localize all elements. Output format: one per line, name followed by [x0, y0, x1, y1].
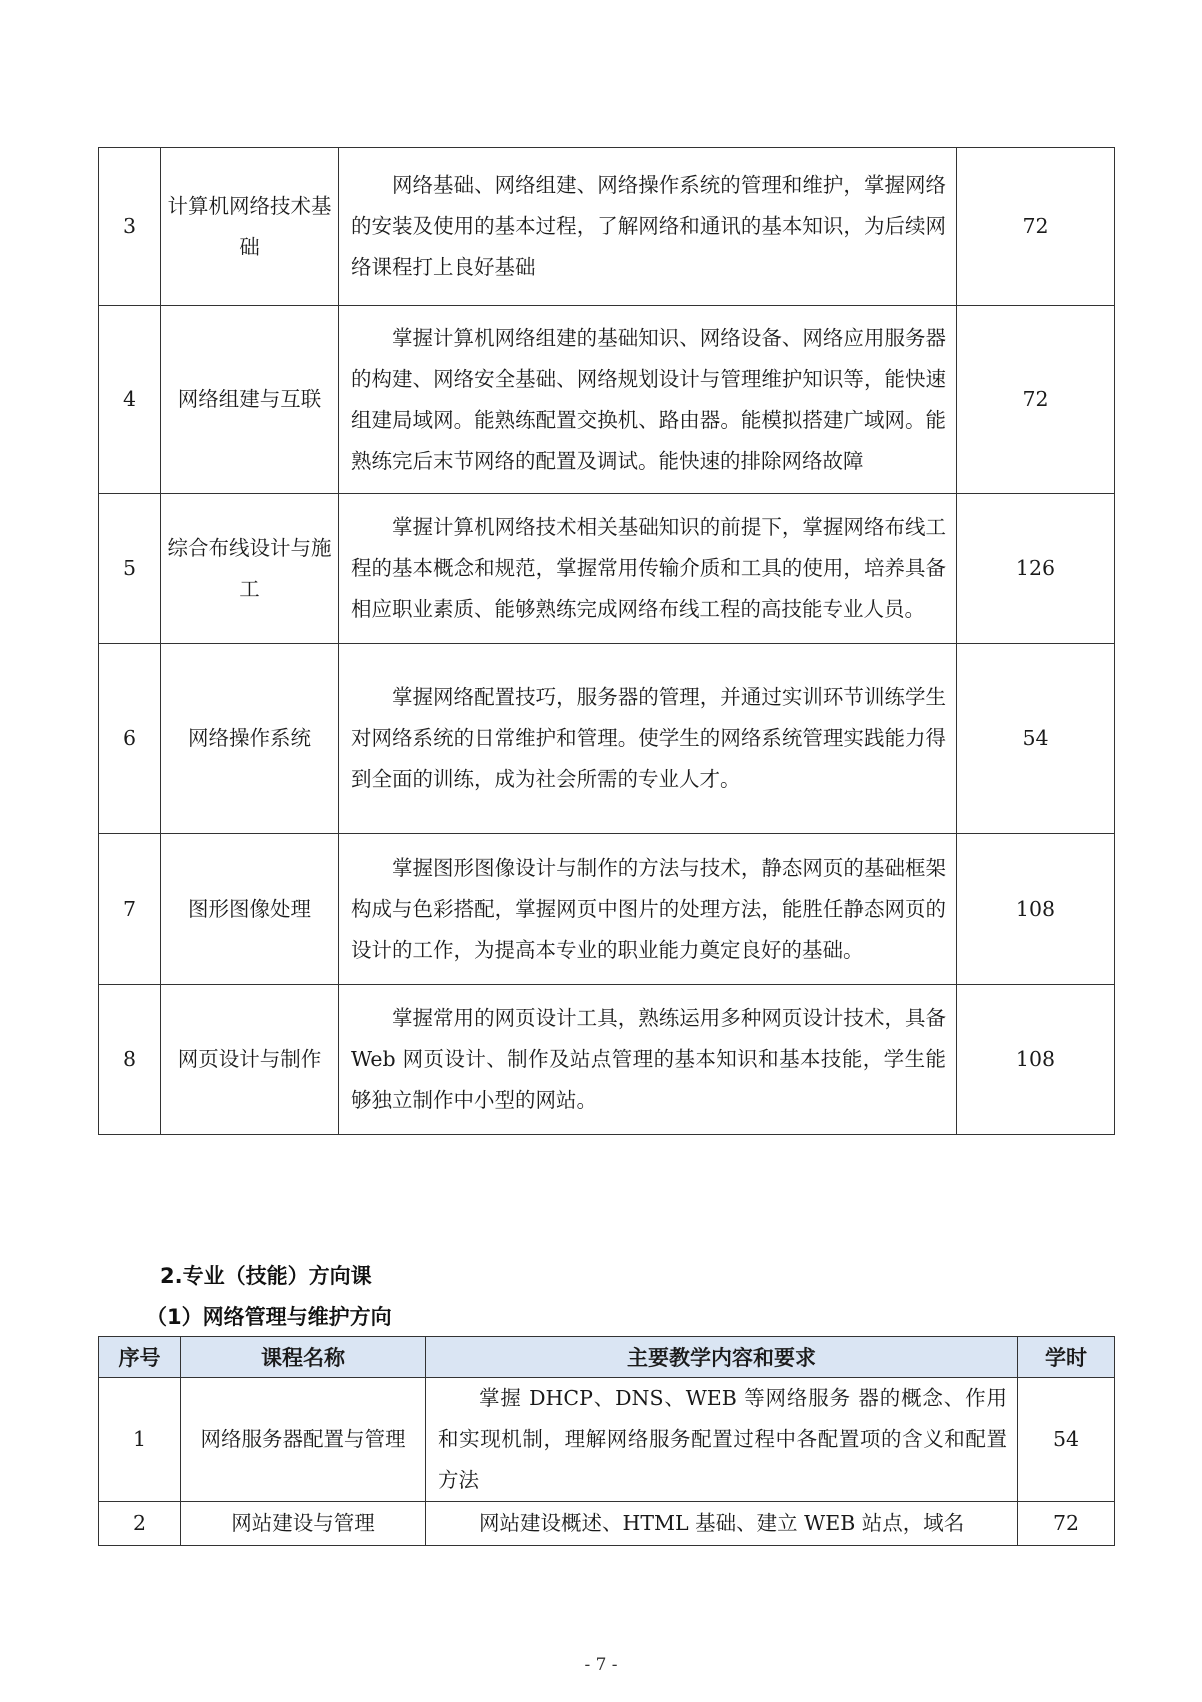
table-row [99, 306, 1115, 494]
row-number: 2 [99, 1502, 181, 1546]
course-name: 网站建设与管理 [181, 1502, 426, 1546]
row-number: 6 [99, 644, 161, 834]
table-header-row [99, 1337, 1115, 1378]
header-number: 序号 [99, 1337, 181, 1378]
row-number: 8 [99, 985, 161, 1135]
header-description: 主要教学内容和要求 [426, 1337, 1018, 1378]
row-number: 1 [99, 1378, 181, 1502]
header-name: 课程名称 [181, 1337, 426, 1378]
row-number: 3 [99, 148, 161, 306]
table-row [99, 1502, 1115, 1546]
course-name: 网络操作系统 [161, 644, 339, 834]
course-name: 综合布线设计与施工 [161, 494, 339, 644]
row-number: 5 [99, 494, 161, 644]
course-hours: 108 [957, 834, 1115, 985]
page-number: - 7 - [584, 1655, 618, 1675]
course-table-core [98, 147, 1115, 1135]
course-name: 网络组建与互联 [161, 306, 339, 494]
course-name: 计算机网络技术基础 [161, 148, 339, 306]
section-title: 2.专业（技能）方向课 [160, 1264, 372, 1288]
course-description: 掌握 DHCP、DNS、WEB 等网络服务 器的概念、作用和实现机制，理解网络服务配置过程中各配置项的含义和配置方法 [426, 1378, 1018, 1502]
course-description: 掌握常用的网页设计工具，熟练运用多种网页设计技术，具备 Web 网页设计、制作及站点管理的基本知识和基本技能，学生能够独立制作中小型的网站。 [339, 985, 957, 1135]
table-row [99, 985, 1115, 1135]
course-hours: 72 [957, 306, 1115, 494]
table-row [99, 834, 1115, 985]
section-subtitle: （1）网络管理与维护方向 [146, 1305, 392, 1329]
course-hours: 72 [1018, 1502, 1115, 1546]
row-number: 4 [99, 306, 161, 494]
table-row [99, 644, 1115, 834]
course-name: 网页设计与制作 [161, 985, 339, 1135]
table-row [99, 148, 1115, 306]
course-hours: 54 [957, 644, 1115, 834]
course-hours: 72 [957, 148, 1115, 306]
course-description: 网络基础、网络组建、网络操作系统的管理和维护，掌握网络的安装及使用的基本过程，了解网络和通讯的基本知识，为后续网络课程打上良好基础 [339, 148, 957, 306]
course-hours: 54 [1018, 1378, 1115, 1502]
course-description: 网站建设概述、HTML 基础、建立 WEB 站点，域名 [426, 1502, 1018, 1546]
course-name: 图形图像处理 [161, 834, 339, 985]
table-row [99, 494, 1115, 644]
course-description: 掌握网络配置技巧，服务器的管理，并通过实训环节训练学生对网络系统的日常维护和管理。使学生的网络系统管理实践能力得到全面的训练，成为社会所需的专业人才。 [339, 644, 957, 834]
table-row [99, 1378, 1115, 1502]
course-description: 掌握计算机网络技术相关基础知识的前提下，掌握网络布线工程的基本概念和规范，掌握常用传输介质和工具的使用，培养具备相应职业素质、能够熟练完成网络布线工程的高技能专业人员。 [339, 494, 957, 644]
header-hours: 学时 [1018, 1337, 1115, 1378]
course-name: 网络服务器配置与管理 [181, 1378, 426, 1502]
course-table-direction [98, 1336, 1115, 1546]
course-description: 掌握计算机网络组建的基础知识、网络设备、网络应用服务器的构建、网络安全基础、网络规划设计与管理维护知识等，能快速组建局域网。能熟练配置交换机、路由器。能模拟搭建广域网。能熟练完后末节网络的配置及调试。能快速的排除网络故障 [339, 306, 957, 494]
course-description: 掌握图形图像设计与制作的方法与技术，静态网页的基础框架构成与色彩搭配，掌握网页中图片的处理方法，能胜任静态网页的设计的工作，为提高本专业的职业能力奠定良好的基础。 [339, 834, 957, 985]
course-hours: 108 [957, 985, 1115, 1135]
row-number: 7 [99, 834, 161, 985]
course-hours: 126 [957, 494, 1115, 644]
